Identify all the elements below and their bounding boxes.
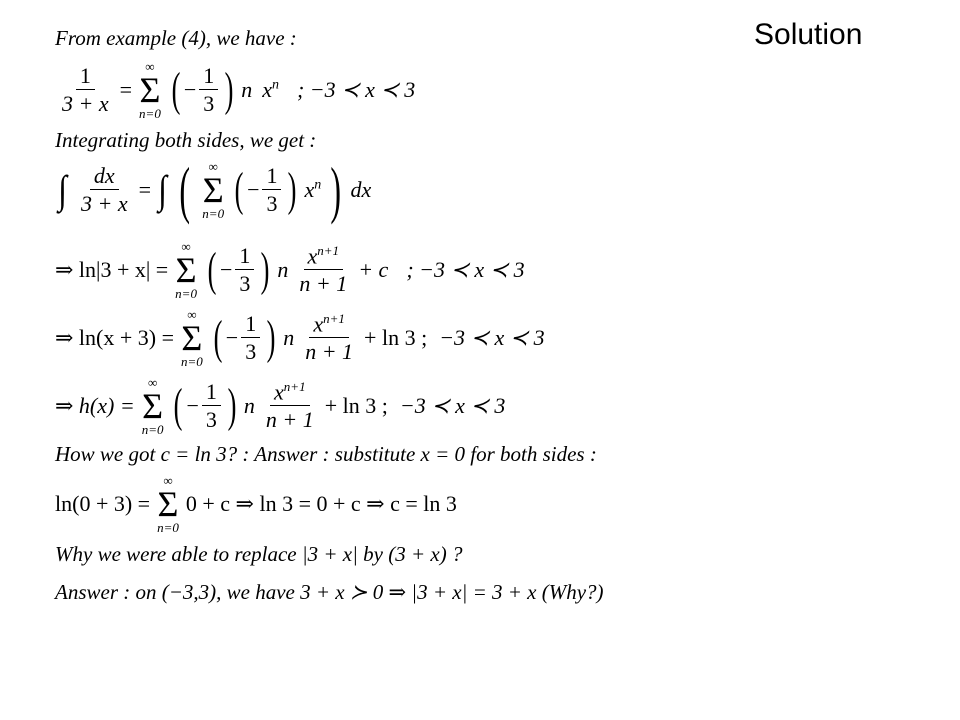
slide-title: Solution	[754, 18, 863, 51]
fraction-power: $\frac{x^{n+1}}{n + 1}$	[299, 242, 348, 297]
text-line-from-example: From example (4), we have :	[55, 26, 297, 50]
equation-log-abs: ⇒ ln|3 + x| = ∞ Σ n=0 ( − $\frac{1}{3}$ ) n $\frac{x^{n+1}}{n + 1}$ + c ; −3 ≺ x ≺ 3	[55, 239, 525, 302]
equation-h-of-x: ⇒ h(x) = ∞ Σ n=0 ( − $\frac{1}{3}$ ) n $\frac{x^{n+1}}{n + 1}$ + ln 3 ; −3 ≺ x ≺ 3	[55, 375, 506, 438]
equation-log-x-plus-3: ⇒ ln(x + 3) = ∞ Σ n=0 ( − $\frac{1}{3}$ ) n $\frac{x^{n+1}}{n + 1}$ + ln 3 ; −3 ≺ x ≺ 3	[55, 307, 545, 370]
summation: ∞ Σ n=0	[139, 59, 161, 122]
equation-geometric-series: $\frac{1}{3 + x}$ = ∞ Σ n=0 ( − $\frac{1}{3}$ ) n $x^n$ ; −3 ≺ x ≺ 3	[55, 60, 425, 120]
summation: ∞ Σ n=0	[157, 473, 179, 536]
text-line-integrating: Integrating both sides, we get :	[55, 128, 317, 152]
text-line-why-replace: Why we were able to replace |3 + x| by (3 + x) ?	[55, 542, 463, 566]
summation: ∞ Σ n=0	[202, 158, 225, 222]
equation-integral: ∫ $\frac{dx}{3 + x}$ = ∫ ( ∞ Σ n=0 ( − $\frac{1}{3}$ ) $x^n$ ) dx	[58, 154, 372, 225]
equation-substitute-zero: ln(0 + 3) = ∞ Σ n=0 0 + c ⇒ ln 3 = 0 + c ⇒ c = ln 3	[55, 473, 457, 536]
text-line-answer: Answer : on (−3,3), we have 3 + x ≻ 0 ⇒ |3 + x| = 3 + x (Why?)	[55, 580, 604, 604]
summation: ∞ Σ n=0	[141, 375, 164, 438]
summation: ∞ Σ n=0	[175, 239, 197, 302]
fraction-lhs: $\frac{1}{3 + x}$	[62, 62, 109, 117]
summation: ∞ Σ n=0	[181, 307, 203, 370]
text-line-how-we-got-c: How we got c = ln 3? : Answer : substitute x = 0 for both sides :	[55, 442, 597, 466]
fraction-dx: $\frac{dx}{3 + x}$	[80, 162, 128, 216]
fraction-power: $\frac{x^{n+1}}{n + 1}$	[265, 378, 314, 433]
fraction-power: $\frac{x^{n+1}}{n + 1}$	[305, 310, 354, 365]
